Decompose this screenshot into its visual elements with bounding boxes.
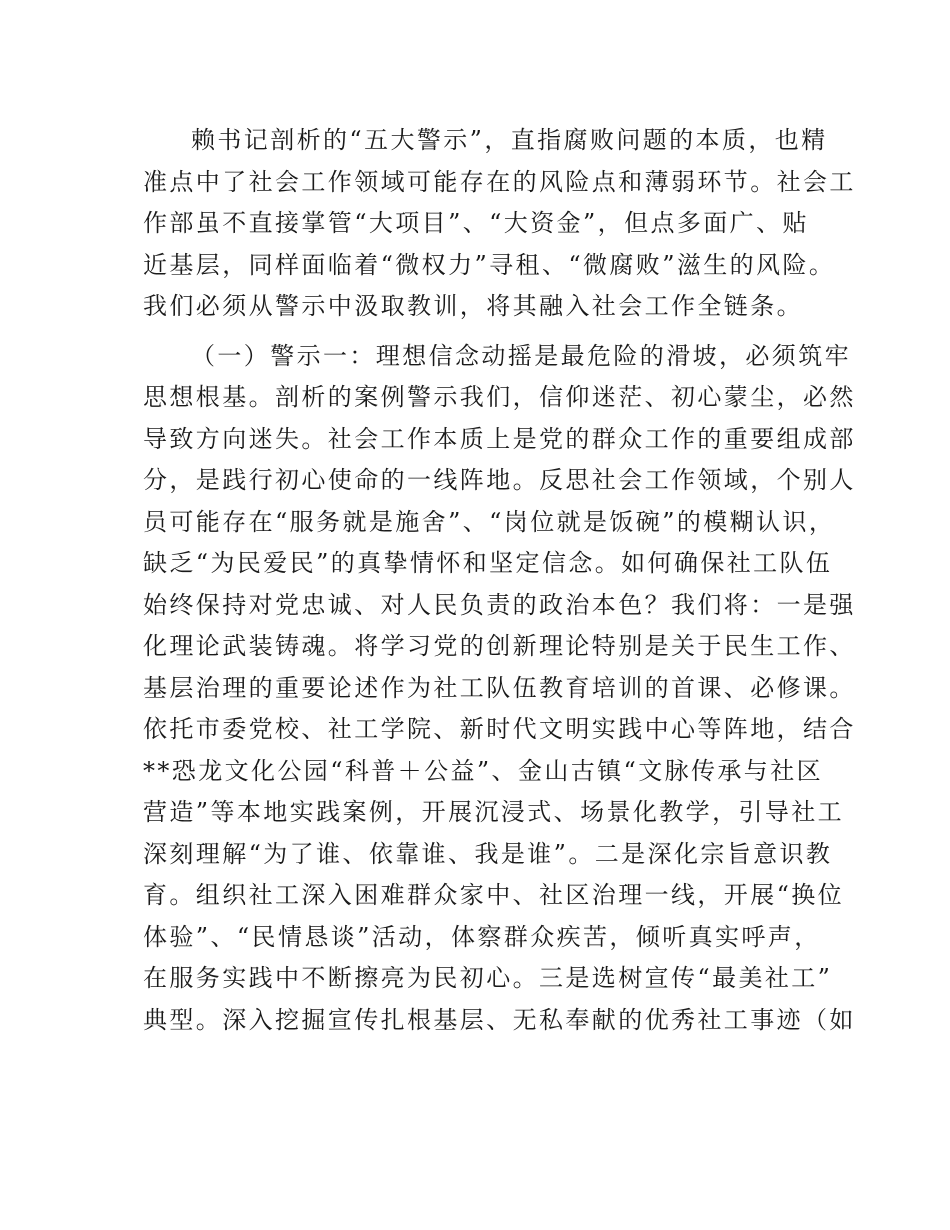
- text-line: 深刻理解“为了谁、依靠谁、我是谁”。二是深化宗旨意识教: [143, 839, 833, 868]
- text-line: 近基层，同样面临着“微权力”寻租、“微腐败”滋生的风险。: [143, 250, 836, 279]
- text-line: 体验”、“民情恳谈”活动，体察群众疾苦，倾听真实呼声，: [143, 922, 821, 951]
- text-line: 准点中了社会工作领域可能存在的风险点和薄弱环节。社会工: [143, 167, 856, 196]
- paragraph-intro: [143, 120, 856, 328]
- text-line: 在服务实践中不断擦亮为民初心。三是选树宣传“最美社工”: [143, 964, 833, 992]
- text-line: 作部虽不直接掌管“大项目”、“大资金”，但点多面广、贴: [143, 209, 809, 237]
- text-line: 基层治理的重要论述作为社工队伍教育培训的首课、必修课。: [143, 673, 856, 702]
- text-line: （一）警示一：理想信念动摇是最危险的滑坡，必须筑牢: [191, 341, 851, 370]
- text-line: 化理论武装铸魂。将学习党的创新理论特别是关于民生工作、: [143, 632, 856, 660]
- text-line: **恐龙文化公园“科普＋公益”、金山古镇“文脉传承与社区: [143, 756, 824, 785]
- text-line: 赖书记剖析的“五大警示”，直指腐败问题的本质，也精: [191, 126, 828, 154]
- text-line: 思想根基。剖析的案例警示我们，信仰迷茫、初心蒙尘，必然: [143, 383, 856, 411]
- document-body: [143, 120, 856, 1041]
- paragraph-spacer: [143, 328, 813, 336]
- text-line: 分，是践行初心使命的一线阵地。反思社会工作领域，个别人: [143, 466, 856, 494]
- text-line: 育。组织社工深入困难群众家中、社区治理一线，开展“换位: [143, 881, 845, 909]
- text-line: 始终保持对党忠诚、对人民负责的政治本色？我们将：一是强: [143, 590, 856, 619]
- text-line: 典型。深入挖掘宣传扎根基层、无私奉献的优秀社工事迹（如: [143, 1005, 856, 1034]
- paragraph-warning-one: [143, 336, 856, 1042]
- text-line: 员可能存在“服务就是施舍”、“岗位就是饭碗”的模糊认识，: [143, 507, 836, 536]
- text-line: 营造”等本地实践案例，开展沉浸式、场景化教学，引导社工: [143, 798, 845, 826]
- text-line: 导致方向迷失。社会工作本质上是党的群众工作的重要组成部: [143, 424, 856, 453]
- text-line: 依托市委党校、社工学院、新时代文明实践中心等阵地，结合: [143, 715, 856, 743]
- text-line: 缺乏“为民爱民”的真挚情怀和坚定信念。如何确保社工队伍: [143, 549, 833, 577]
- text-line: 我们必须从警示中汲取教训，将其融入社会工作全链条。: [143, 292, 803, 320]
